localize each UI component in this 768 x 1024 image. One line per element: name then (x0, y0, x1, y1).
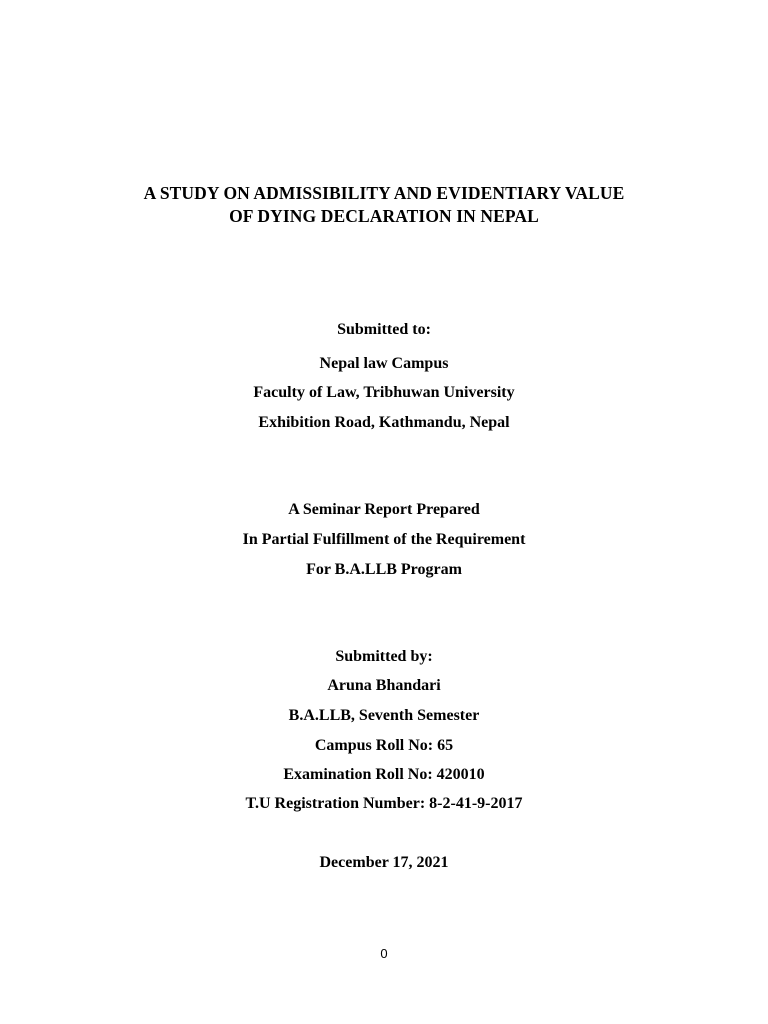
campus-roll-number: Campus Roll No: 65 (314, 737, 454, 754)
title-line-2: OF DYING DECLARATION IN NEPAL (229, 206, 539, 226)
purpose-line-2: In Partial Fulfillment of the Requirement (242, 531, 526, 548)
faculty-name: Faculty of Law, Tribhuwan University (253, 384, 515, 401)
program-semester: B.A.LLB, Seventh Semester (288, 707, 480, 724)
purpose-line-3: For B.A.LLB Program (306, 561, 462, 578)
registration-number: T.U Registration Number: 8-2-41-9-2017 (245, 795, 523, 812)
submission-date: December 17, 2021 (319, 854, 449, 871)
institution-address: Exhibition Road, Kathmandu, Nepal (258, 414, 510, 431)
institution-name: Nepal law Campus (319, 355, 449, 372)
submitted-to-heading: Submitted to: (337, 321, 431, 338)
submitted-by-heading: Submitted by: (335, 648, 433, 665)
purpose-line-1: A Seminar Report Prepared (288, 501, 480, 518)
title-line-1: A STUDY ON ADMISSIBILITY AND EVIDENTIARY VALUE (143, 183, 625, 203)
examination-roll-number: Examination Roll No: 420010 (283, 766, 485, 783)
page-number: 0 (380, 946, 388, 961)
author-name: Aruna Bhandari (327, 677, 441, 694)
